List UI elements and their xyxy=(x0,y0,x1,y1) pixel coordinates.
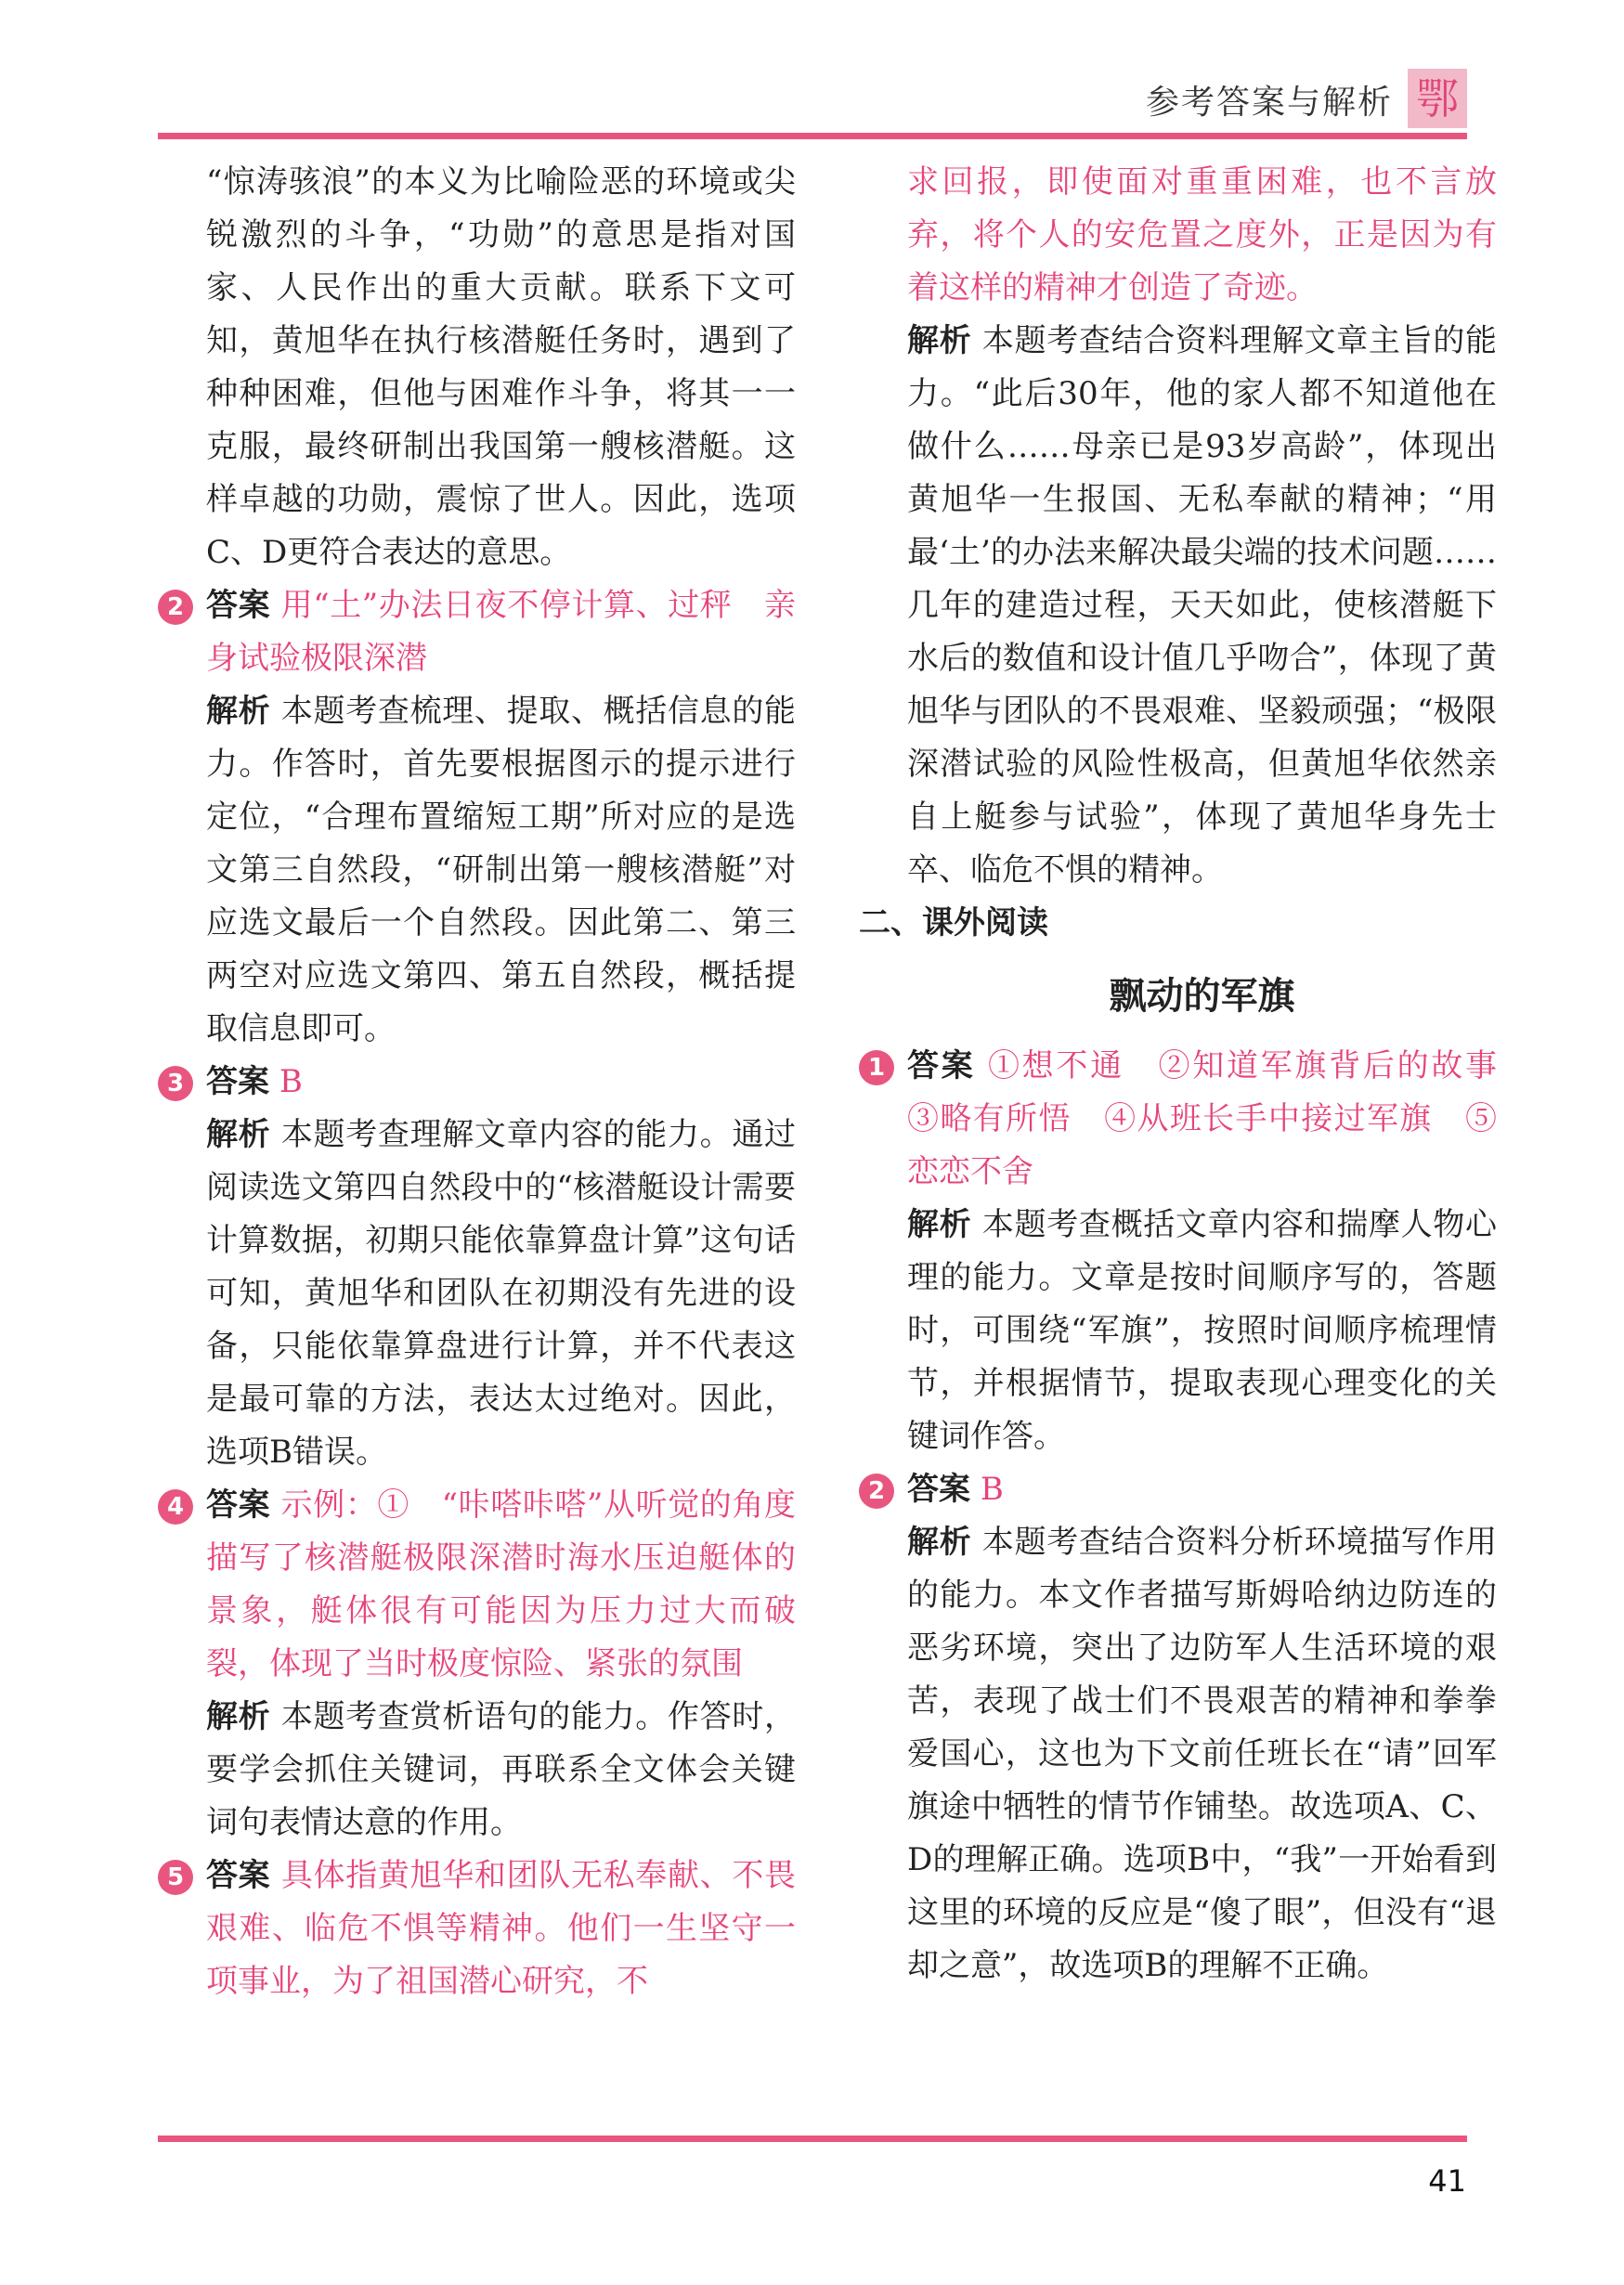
answer-continuation: 求回报，即使面对重重困难，也不言放弃，将个人的安危置之度外，正是因为有着这样的精神才创造了奇迹。 xyxy=(907,163,1497,306)
analysis-text: 本题考查理解文章内容的能力。通过阅读选文第四自然段中的“核潜艇设计需要计算数据，初期只能依靠算盘计算”这句话可知，黄旭华和团队在初期没有先进的设备，只能依靠算盘进行计算，并不代表这是最可靠的方法，表达太过绝对。因此，选项B错误。 xyxy=(206,1116,797,1471)
analysis-label: 解析 xyxy=(206,1116,271,1153)
analysis-text: 本题考查赏析语句的能力。作答时，要学会抓住关键词，再联系全文体会关键词句表情达意的作用。 xyxy=(206,1698,797,1841)
answer-text: 用“土”办法日夜不停计算、过秤 亲身试验极限深潜 xyxy=(206,587,797,677)
answer-text: ①想不通 ②知道军旗背后的故事 ③略有所悟 ④从班长手中接过军旗 ⑤恋恋不舍 xyxy=(907,1047,1529,1190)
analysis-text: 本题考查概括文章内容和揣摩人物心理的能力。文章是按时间顺序写的，答题时，可围绕“军旗”，按照时间顺序梳理情节，并根据情节，提取表现心理变化的关键词作答。 xyxy=(907,1206,1498,1455)
footer-divider xyxy=(158,2136,1467,2142)
page-header xyxy=(158,56,1467,139)
answer-label: 答案 xyxy=(206,1063,269,1100)
analysis-label: 解析 xyxy=(206,1698,271,1735)
question-number: 1 xyxy=(859,1050,894,1085)
answer-continuation: “惊涛骇浪”的本义为比喻险恶的环境或尖锐激烈的斗争，“功勋”的意思是指对国家、人民作出的重大贡献。联系下文可知，黄旭华在执行核潜艇任务时，遇到了种种困难，但他与困难作斗争，将其一一克服，最终研制出我国第一艘核潜艇。这样卓越的功勋，震惊了世人。因此，选项C、D更符合表达的意思。 xyxy=(206,163,796,571)
question-number: 5 xyxy=(158,1860,193,1895)
question-5 xyxy=(166,1850,797,2008)
question-number: 4 xyxy=(158,1489,193,1525)
answer-label: 答案 xyxy=(907,1471,970,1508)
answer-text: 具体指黄旭华和团队无私奉献、不畏艰难、临危不惧等精神。他们一生坚守一项事业，为了祖国潜心研究，不 xyxy=(206,1857,797,2000)
article-title: 飘动的军旗 xyxy=(1109,975,1295,1018)
header-divider xyxy=(158,133,1467,139)
answer-label: 答案 xyxy=(206,1487,271,1524)
left-column xyxy=(166,156,797,2008)
analysis-label: 解析 xyxy=(907,322,972,359)
right-column xyxy=(859,156,1529,1993)
answer-label: 答案 xyxy=(907,1047,976,1084)
question-number: 2 xyxy=(859,1474,894,1509)
answer-text: B xyxy=(980,1471,1004,1508)
analysis-text: 本题考查梳理、提取、概括信息的能力。作答时，首先要根据图示的提示进行定位，“合理布置缩短工期”所对应的是选文第三自然段，“研制出第一艘核潜艇”对应选文最后一个自然段。因此第二、第三两空对应选文第四、第五自然段，概括提取信息即可。 xyxy=(206,693,797,1047)
question-2 xyxy=(166,579,797,1056)
reading-question-2 xyxy=(867,1463,1498,1993)
question-number: 2 xyxy=(158,590,193,625)
answer-text: 示例：① “咔嗒咔嗒”从听觉的角度描写了核潜艇极限深潜时海水压迫艇体的景象，艇体很有可能因为压力过大而破裂，体现了当时极度惊险、紧张的氛围 xyxy=(206,1487,797,1682)
analysis-text: 本题考查结合资料分析环境描写作用的能力。本文作者描写斯姆哈纳边防连的恶劣环境，突出了边防军人生活环境的艰苦，表现了战士们不畏艰苦的精神和拳拳爱国心，这也为下文前任班长在“请”回军旗途中牺牲的情节作铺垫。故选项A、C、D的理解正确。选项B中，“我”一开始看到这里的环境的反应是“傻了眼”，但没有“退却之意”，故选项B的理解不正确。 xyxy=(907,1524,1498,1984)
reading-question-1 xyxy=(867,1040,1529,1463)
answer-label: 答案 xyxy=(206,587,271,624)
question-number: 3 xyxy=(158,1066,193,1101)
answer-text: B xyxy=(279,1063,303,1100)
page-number: 41 xyxy=(1428,2163,1466,2199)
section-heading: 二、课外阅读 xyxy=(859,904,1048,941)
analysis-text: 本题考查结合资料理解文章主旨的能力。“此后30年，他的家人都不知道他在做什么……母亲已是93岁高龄”，体现出黄旭华一生报国、无私奉献的精神；“用最‘土’的办法来解决最尖端的技术问题……几年的建造过程，天天如此，使核潜艇下水后的数值和设计值几乎吻合”，体现了黄旭华与团队的不畏艰难、坚毅顽强；“极限深潜试验的风险性极高，但黄旭华依然亲自上艇参与试验”，体现了黄旭华身先士卒、临危不惧的精神。 xyxy=(907,322,1498,889)
analysis-label: 解析 xyxy=(206,693,271,730)
answer-label: 答案 xyxy=(206,1857,271,1894)
analysis-label: 解析 xyxy=(907,1524,972,1561)
region-mark: 鄂 xyxy=(1408,69,1467,128)
header-title: 参考答案与解析 xyxy=(1145,84,1393,122)
question-4 xyxy=(166,1479,797,1850)
question-3 xyxy=(166,1056,797,1479)
analysis-label: 解析 xyxy=(907,1206,972,1243)
